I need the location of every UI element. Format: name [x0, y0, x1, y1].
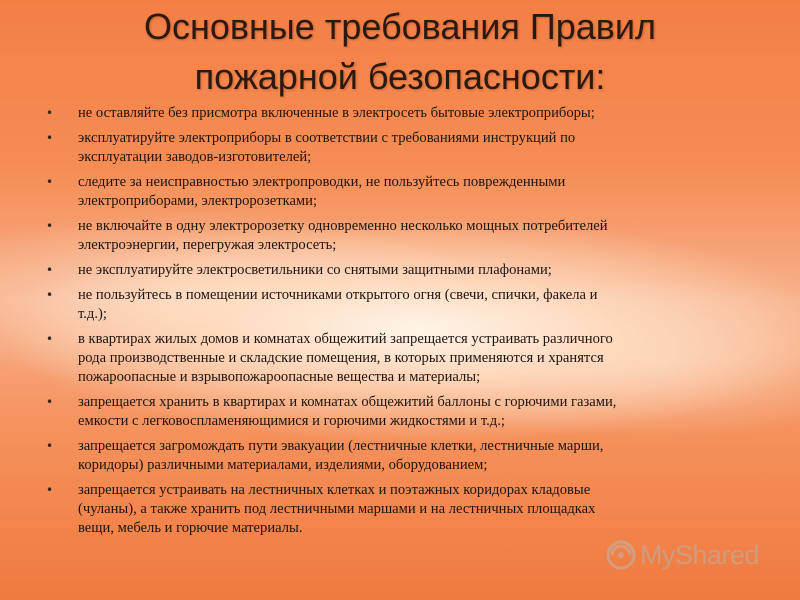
rule-item — [38, 173, 728, 211]
rule-line: коридоры) различными материалами, изделиями, оборудованием; — [78, 457, 488, 473]
rule-line: пожароопасные и взрывопожароопасные вещества и материалы; — [78, 369, 481, 385]
rule-line: не включайте в одну электророзетку одновременно несколько мощных потребителей — [78, 218, 608, 234]
rule-line: в квартирах жилых домов и комнатах общежитий запрещается устраивать различного — [78, 331, 613, 347]
bullet-icon: • — [46, 106, 54, 120]
rule-line: рода производственные и складские помещения, в которых применяются и хранятся — [78, 350, 604, 366]
rule-item — [38, 261, 728, 280]
rule-item — [38, 286, 728, 324]
rule-item — [38, 129, 728, 167]
watermark-text: MyShared — [640, 539, 760, 570]
rule-line: вещи, мебель и горючие материалы. — [78, 520, 303, 536]
bullet-icon: • — [46, 288, 54, 302]
myshared-watermark — [604, 538, 759, 572]
rule-line: (чуланы), а также хранить под лестничными маршами и на лестничных площадках — [78, 501, 596, 517]
rule-line: запрещается загромождать пути эвакуации (лестничные клетки, лестничные марши, — [78, 438, 604, 454]
rule-item — [38, 217, 728, 255]
bullet-icon: • — [46, 131, 54, 145]
rule-item — [38, 437, 728, 475]
rule-item — [38, 330, 728, 387]
rule-line: т.д.); — [78, 306, 107, 322]
bullet-icon: • — [46, 263, 54, 277]
rule-line: не пользуйтесь в помещении источниками открытого огня (свечи, спички, факела и — [78, 287, 598, 303]
rule-line: емкости с легковоспламеняющимися и горючими жидкостями и т.д.; — [78, 413, 505, 429]
rule-item — [38, 393, 728, 431]
rule-line: следите за неисправностью электропроводки, не пользуйтесь поврежденными — [78, 174, 566, 190]
slide-title-line-1: Основные требования Правил — [144, 6, 656, 47]
rule-line: электроэнергии, перегружая электросеть; — [78, 237, 337, 253]
bullet-icon: • — [46, 219, 54, 233]
rule-item — [38, 104, 728, 123]
rule-line: электроприборами, электророзетками; — [78, 193, 318, 209]
bullet-icon: • — [46, 395, 54, 409]
rule-line: запрещается устраивать на лестничных клетках и поэтажных коридорах кладовые — [78, 482, 591, 498]
rules-list — [38, 104, 728, 544]
bullet-icon: • — [46, 439, 54, 453]
rule-line: не оставляйте без присмотра включенные в электросеть бытовые электроприборы; — [78, 105, 595, 121]
myshared-logo-icon — [604, 538, 638, 572]
rule-line: запрещается хранить в квартирах и комнатах общежитий баллоны с горючими газами, — [78, 394, 617, 410]
slide-title — [0, 2, 800, 102]
bullet-icon: • — [46, 175, 54, 189]
rule-line: эксплуатации заводов-изготовителей; — [78, 149, 312, 165]
bullet-icon: • — [46, 332, 54, 346]
slide-title-line-2: пожарной безопасности: — [194, 56, 606, 97]
rule-line: эксплуатируйте электроприборы в соответствии с требованиями инструкций по — [78, 130, 576, 146]
rule-line: не эксплуатируйте электросветильники со снятыми защитными плафонами; — [78, 262, 552, 278]
rule-item — [38, 481, 728, 538]
bullet-icon: • — [46, 483, 54, 497]
